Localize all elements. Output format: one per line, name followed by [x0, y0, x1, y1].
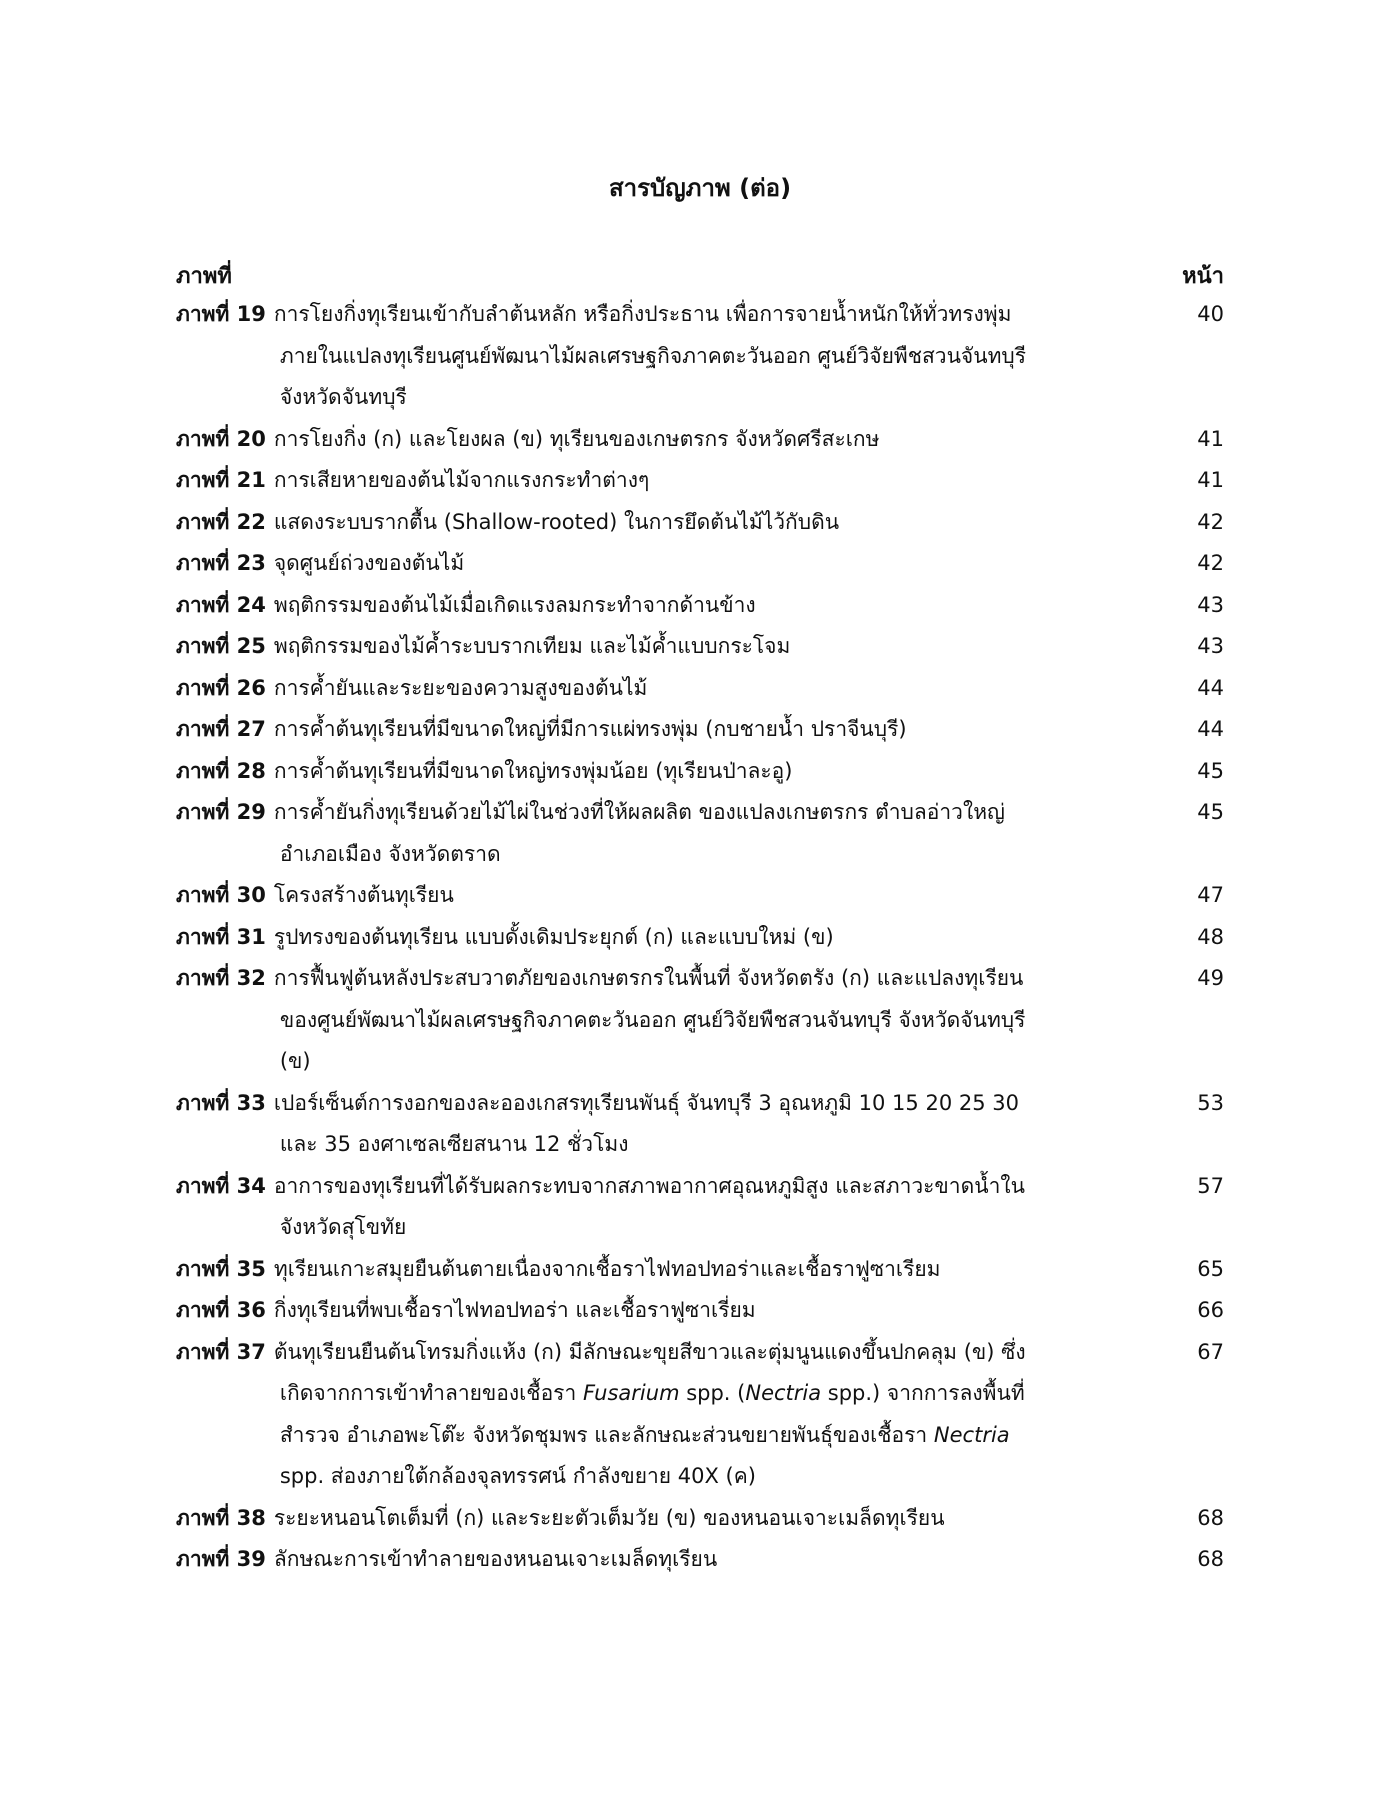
caption-line: เกิดจากการเข้าทำลายของเชื้อรา Fusarium spp. (Nectria spp.) จากการลงพื้นที่: [279, 1381, 1025, 1405]
figure-caption: [274, 294, 1224, 419]
figure-entry[interactable]: [176, 875, 1224, 917]
page-number: 48: [1197, 924, 1224, 949]
figure-number: ภาพที่ 31: [176, 924, 266, 949]
page-number: 47: [1197, 883, 1224, 907]
figure-entry[interactable]: [176, 294, 1224, 419]
page-number: 43: [1197, 592, 1224, 617]
figure-number: ภาพที่ 39: [176, 1547, 266, 1571]
page-number: 45: [1197, 758, 1224, 783]
figure-number: ภาพที่ 32: [176, 966, 266, 990]
scientific-name: Nectria: [933, 1422, 1010, 1447]
figure-entry[interactable]: [176, 1332, 1224, 1498]
figure-entry[interactable]: [176, 751, 1224, 793]
caption-line: การโยงกิ่งทุเรียนเข้ากับลำต้นหลัก หรือกิ่งประธาน เพื่อการจายน้ำหนักให้ทั่วทรงพุ่ม: [273, 302, 1012, 326]
page-number: 41: [1197, 468, 1224, 492]
figure-number: ภาพที่ 33: [176, 1090, 266, 1115]
caption-line: รูปทรงของต้นทุเรียน แบบดั้งเดิมประยุกต์ (ก) และแบบใหม่ (ข): [273, 924, 834, 949]
figure-number: ภาพที่ 37: [176, 1339, 266, 1364]
page-column-header: หน้า: [1182, 264, 1224, 289]
page-number: 53: [1197, 1090, 1224, 1115]
page-number: 41: [1197, 426, 1224, 451]
figure-caption: [274, 1166, 1224, 1249]
figure-caption: [274, 585, 1224, 627]
figure-caption: [274, 751, 1224, 793]
figure-entry[interactable]: [176, 917, 1224, 959]
figure-number: ภาพที่ 30: [176, 883, 266, 907]
page-number: 43: [1197, 634, 1224, 658]
caption-line: การค้ำยันกิ่งทุเรียนด้วยไม้ไผ่ในช่วงที่ให้ผลผลิต ของแปลงเกษตรกร ตำบลอ่าวใหญ่: [273, 800, 1005, 824]
caption-line: กิ่งทุเรียนที่พบเชื้อราไฟทอปทอร่า และเชื้อราฟูซาเรี่ยม: [273, 1298, 756, 1322]
figure-entry[interactable]: [176, 626, 1224, 668]
figure-entry[interactable]: [176, 958, 1224, 1083]
scientific-name: Nectria: [745, 1381, 822, 1405]
figure-entry[interactable]: [176, 792, 1224, 875]
caption-line: ภายในแปลงทุเรียนศูนย์พัฒนาไม้ผลเศรษฐกิจภาคตะวันออก ศูนย์วิจัยพืชสวนจันทบุรี: [279, 343, 1027, 368]
figure-entry[interactable]: [176, 668, 1224, 710]
figure-number: ภาพที่ 21: [176, 468, 266, 492]
caption-line: ลักษณะการเข้าทำลายของหนอนเจาะเมล็ดทุเรียน: [273, 1547, 718, 1571]
figure-number: ภาพที่ 25: [176, 634, 266, 658]
caption-line: สำรวจ อำเภอพะโต๊ะ จังหวัดชุมพร และลักษณะส่วนขยายพันธุ์ของเชื้อรา Nectria: [279, 1422, 1010, 1447]
figure-entry[interactable]: [176, 1290, 1224, 1332]
figure-number: ภาพที่ 28: [176, 758, 266, 783]
caption-line: ต้นทุเรียนยืนต้นโทรมกิ่งแห้ง (ก) มีลักษณะขุยสีขาวและตุ่มนูนแดงขึ้นปกคลุม (ข) ซึ่ง: [273, 1339, 1026, 1364]
figure-number: ภาพที่ 24: [176, 592, 266, 617]
figure-caption: [274, 543, 1224, 585]
caption-line: โครงสร้างต้นทุเรียน: [273, 883, 454, 907]
figure-entry[interactable]: [176, 1539, 1224, 1581]
page-number: 42: [1197, 509, 1224, 534]
caption-line: การเสียหายของต้นไม้จากแรงกระทำต่างๆ: [273, 468, 650, 492]
caption-line: การโยงกิ่ง (ก) และโยงผล (ข) ทุเรียนของเกษตรกร จังหวัดศรีสะเกษ: [273, 426, 880, 451]
figure-number: ภาพที่ 27: [176, 717, 266, 741]
figure-caption: [274, 1332, 1224, 1498]
figure-caption: [274, 958, 1224, 1083]
caption-line: การค้ำต้นทุเรียนที่มีขนาดใหญ่ที่มีการแผ่ทรงพุ่ม (กบชายน้ำ ปราจีนบุรี): [273, 717, 907, 741]
page-number: 42: [1197, 551, 1224, 575]
caption-line: spp. ส่องภายใต้กล้องจุลทรรศน์ กำลังขยาย 40X (ค): [279, 1464, 756, 1488]
caption-line: แสดงระบบรากตื้น (Shallow-rooted) ในการยึดต้นไม้ไว้กับดิน: [273, 509, 840, 534]
figure-entry[interactable]: [176, 1166, 1224, 1249]
caption-line: อำเภอเมือง จังหวัดตราด: [279, 841, 501, 866]
page-number: 66: [1197, 1298, 1224, 1322]
figure-caption: [274, 875, 1224, 917]
page-number: 68: [1197, 1505, 1224, 1530]
figure-number: ภาพที่ 26: [176, 675, 266, 700]
caption-line: (ข): [279, 1049, 311, 1073]
caption-line: พฤติกรรมของต้นไม้เมื่อเกิดแรงลมกระทำจากด้านข้าง: [273, 592, 756, 617]
figure-entry[interactable]: [176, 460, 1224, 502]
caption-line: เปอร์เซ็นต์การงอกของละอองเกสรทุเรียนพันธุ์ จันทบุรี 3 อุณหภูมิ 10 15 20 25 30: [273, 1090, 1019, 1115]
page-number: 57: [1197, 1173, 1224, 1198]
figure-entry[interactable]: [176, 709, 1224, 751]
figure-number: ภาพที่ 29: [176, 800, 266, 824]
figure-caption: [274, 1498, 1224, 1540]
figure-caption: [274, 1290, 1224, 1332]
caption-line: อาการของทุเรียนที่ได้รับผลกระทบจากสภาพอากาศอุณหภูมิสูง และสภาวะขาดน้ำใน: [273, 1173, 1025, 1198]
page-number: 44: [1197, 675, 1224, 700]
caption-line: การฟื้นฟูต้นหลังประสบวาตภัยของเกษตรกรในพื้นที่ จังหวัดตรัง (ก) และแปลงทุเรียน: [273, 966, 1024, 990]
figure-caption: [274, 1249, 1224, 1291]
figure-entry[interactable]: [176, 585, 1224, 627]
figure-caption: [274, 626, 1224, 668]
figure-caption: [274, 668, 1224, 710]
caption-line: การค้ำต้นทุเรียนที่มีขนาดใหญ่ทรงพุ่มน้อย (ทุเรียนป่าละอู): [273, 758, 793, 783]
figure-number: ภาพที่ 20: [176, 426, 266, 451]
page-number: 40: [1197, 302, 1224, 326]
figure-number: ภาพที่ 19: [176, 302, 266, 326]
figure-caption: [274, 792, 1224, 875]
figure-caption: [274, 1539, 1224, 1581]
figure-number: ภาพที่ 34: [176, 1173, 266, 1198]
page-number: 65: [1197, 1256, 1224, 1281]
page-number: 45: [1197, 800, 1224, 824]
page-number: 68: [1197, 1547, 1224, 1571]
figure-entry[interactable]: [176, 543, 1224, 585]
page-number: 49: [1197, 966, 1224, 990]
page-title: สารบัญภาพ (ต่อ): [608, 174, 792, 202]
page-number: 44: [1197, 717, 1224, 741]
caption-line: จุดศูนย์ถ่วงของต้นไม้: [273, 551, 465, 575]
scientific-name: Fusarium: [582, 1381, 680, 1405]
column-header: [176, 258, 1224, 292]
caption-line: ของศูนย์พัฒนาไม้ผลเศรษฐกิจภาคตะวันออก ศูนย์วิจัยพืชสวนจันทบุรี จังหวัดจันทบุรี: [279, 1007, 1026, 1032]
figure-number: ภาพที่ 35: [176, 1256, 266, 1281]
figure-entry[interactable]: [176, 419, 1224, 461]
caption-line: ระยะหนอนโตเต็มที่ (ก) และระยะตัวเต็มวัย (ข) ของหนอนเจาะเมล็ดทุเรียน: [273, 1505, 945, 1530]
figure-number: ภาพที่ 23: [176, 551, 266, 575]
page-number: 67: [1197, 1339, 1224, 1364]
figure-caption: [274, 419, 1224, 461]
figure-caption: [274, 709, 1224, 751]
figure-caption: [274, 502, 1224, 544]
figure-list: [176, 294, 1224, 1581]
figure-caption: [274, 917, 1224, 959]
caption-line: และ 35 องศาเซลเซียสนาน 12 ชั่วโมง: [279, 1132, 629, 1156]
figure-number: ภาพที่ 22: [176, 509, 266, 534]
figure-entry[interactable]: [176, 1083, 1224, 1166]
figure-entry[interactable]: [176, 1498, 1224, 1540]
caption-line: จังหวัดสุโขทัย: [279, 1215, 407, 1239]
caption-line: จังหวัดจันทบุรี: [279, 385, 407, 409]
figure-column-header: ภาพที่: [176, 264, 232, 289]
caption-line: การค้ำยันและระยะของความสูงของต้นไม้: [273, 675, 648, 700]
figure-entry[interactable]: [176, 502, 1224, 544]
figure-caption: [274, 460, 1224, 502]
figure-number: ภาพที่ 36: [176, 1298, 266, 1322]
figure-entry[interactable]: [176, 1249, 1224, 1291]
figure-number: ภาพที่ 38: [176, 1505, 266, 1530]
figure-caption: [274, 1083, 1224, 1166]
caption-line: ทุเรียนเกาะสมุยยืนต้นตายเนื่องจากเชื้อราไฟทอปทอร่าและเชื้อราฟูซาเรียม: [273, 1256, 941, 1281]
caption-line: พฤติกรรมของไม้ค้ำระบบรากเทียม และไม้ค้ำแบบกระโจม: [273, 634, 791, 658]
